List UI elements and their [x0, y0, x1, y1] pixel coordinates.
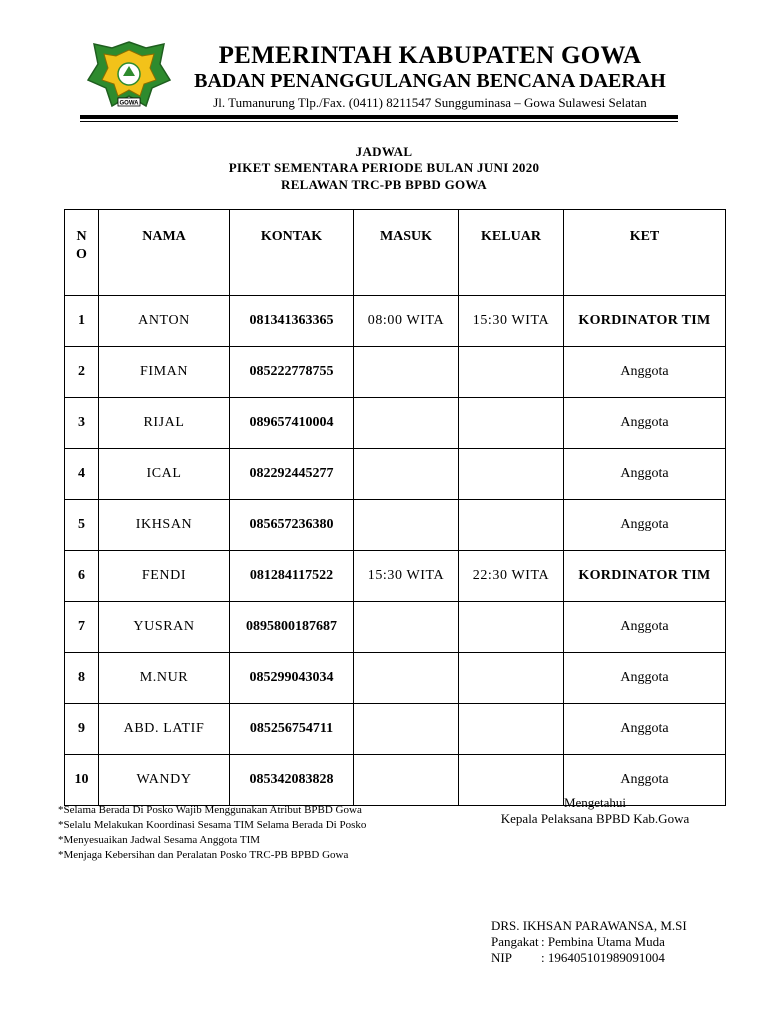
row-nama: RIJAL	[99, 398, 230, 449]
row-nama: ABD. LATIF	[99, 704, 230, 755]
signatory-rank	[491, 934, 687, 950]
row-no: 9	[65, 704, 99, 755]
row-kontak: 085299043034	[230, 653, 354, 704]
logo-text: GOWA	[119, 100, 139, 107]
row-no: 1	[65, 296, 99, 347]
row-masuk	[354, 347, 459, 398]
row-keluar	[459, 704, 564, 755]
header-masuk: MASUK	[354, 210, 459, 296]
row-ket: Anggota	[564, 398, 726, 449]
signature-acknowledged: Mengetahui	[563, 795, 627, 810]
signatory-name: DRS. IKHSAN PARAWANSA, M.SI	[491, 918, 687, 933]
row-ket: Anggota	[564, 653, 726, 704]
row-nama: ICAL	[99, 449, 230, 500]
letterhead-rule-thin	[80, 121, 678, 122]
letterhead-rule-thick	[80, 115, 678, 119]
row-ket: Anggota	[564, 704, 726, 755]
row-ket: KORDINATOR TIM	[564, 296, 726, 347]
row-no: 5	[65, 500, 99, 551]
signature-position: Kepala Pelaksana BPBD Kab.Gowa	[500, 811, 690, 826]
row-masuk	[354, 500, 459, 551]
header-kontak: KONTAK	[230, 210, 354, 296]
doc-title-line1: JADWAL	[355, 144, 413, 159]
row-keluar: 22:30 WITA	[459, 551, 564, 602]
note-item: *Menjaga Kebersihan dan Peralatan Posko TRC-PB BPBD Gowa	[58, 849, 349, 861]
row-ket: Anggota	[564, 602, 726, 653]
row-kontak: 082292445277	[230, 449, 354, 500]
row-masuk	[354, 449, 459, 500]
row-keluar	[459, 602, 564, 653]
row-ket: KORDINATOR TIM	[564, 551, 726, 602]
row-no: 4	[65, 449, 99, 500]
table-row	[65, 347, 726, 398]
row-kontak: 081284117522	[230, 551, 354, 602]
rank-label: Pangakat	[491, 934, 539, 949]
row-kontak: 081341363365	[230, 296, 354, 347]
row-no: 3	[65, 398, 99, 449]
row-masuk	[354, 653, 459, 704]
header-nama: NAMA	[99, 210, 230, 296]
table-row	[65, 551, 726, 602]
row-keluar: 15:30 WITA	[459, 296, 564, 347]
gowa-logo	[86, 36, 172, 112]
letterhead-government: PEMERINTAH KABUPATEN GOWA	[218, 42, 642, 69]
row-masuk: 15:30 WITA	[354, 551, 459, 602]
schedule-table	[64, 209, 726, 806]
row-keluar	[459, 653, 564, 704]
table-row	[65, 500, 726, 551]
row-keluar	[459, 449, 564, 500]
row-nama: ANTON	[99, 296, 230, 347]
header-ket: KET	[564, 210, 726, 296]
row-kontak: 085222778755	[230, 347, 354, 398]
row-keluar	[459, 500, 564, 551]
notes	[58, 803, 366, 863]
nip-label: NIP	[491, 950, 512, 965]
row-nama: YUSRAN	[99, 602, 230, 653]
letterhead-address: Jl. Tumanurung Tlp./Fax. (0411) 8211547 Sungguminasa – Gowa Sulawesi Selatan	[213, 95, 647, 110]
row-masuk	[354, 704, 459, 755]
note-item: *Selalu Melakukan Koordinasi Sesama TIM Selama Berada Di Posko	[58, 819, 367, 831]
note-item: *Menyesuaikan Jadwal Sesama Anggota TIM	[58, 834, 261, 846]
header-no: N O	[65, 210, 99, 296]
doc-title-line3: RELAWAN TRC-PB BPBD GOWA	[281, 177, 487, 192]
row-ket: Anggota	[564, 755, 726, 806]
table-row	[65, 704, 726, 755]
row-kontak: 085256754711	[230, 704, 354, 755]
letterhead-agency: BADAN PENANGGULANGAN BENCANA DAERAH	[194, 70, 666, 92]
row-no: 2	[65, 347, 99, 398]
note-item: *Selama Berada Di Posko Wajib Menggunakan Atribut BPBD Gowa	[58, 804, 362, 816]
signature-heading	[470, 795, 720, 827]
row-nama: FIMAN	[99, 347, 230, 398]
row-nama: M.NUR	[99, 653, 230, 704]
table-header-row	[65, 210, 726, 296]
row-kontak: 089657410004	[230, 398, 354, 449]
row-no: 10	[65, 755, 99, 806]
table-row	[65, 449, 726, 500]
row-ket: Anggota	[564, 449, 726, 500]
row-nama: FENDI	[99, 551, 230, 602]
rank-value: : Pembina Utama Muda	[541, 934, 665, 949]
row-masuk	[354, 398, 459, 449]
row-no: 7	[65, 602, 99, 653]
doc-title-line2: PIKET SEMENTARA PERIODE BULAN JUNI 2020	[228, 160, 540, 175]
row-keluar	[459, 398, 564, 449]
table-row	[65, 398, 726, 449]
header-keluar: KELUAR	[459, 210, 564, 296]
signature-block	[491, 918, 687, 966]
row-nama: IKHSAN	[99, 500, 230, 551]
row-keluar	[459, 347, 564, 398]
table-row	[65, 296, 726, 347]
signatory-nip	[491, 950, 687, 966]
row-masuk: 08:00 WITA	[354, 296, 459, 347]
row-masuk	[354, 602, 459, 653]
row-ket: Anggota	[564, 347, 726, 398]
row-masuk	[354, 755, 459, 806]
row-kontak: 085657236380	[230, 500, 354, 551]
row-nama: WANDY	[99, 755, 230, 806]
nip-value: : 196405101989091004	[541, 950, 665, 965]
row-kontak: 0895800187687	[230, 602, 354, 653]
table-row	[65, 653, 726, 704]
row-kontak: 085342083828	[230, 755, 354, 806]
row-ket: Anggota	[564, 500, 726, 551]
table-row	[65, 602, 726, 653]
row-no: 6	[65, 551, 99, 602]
row-no: 8	[65, 653, 99, 704]
